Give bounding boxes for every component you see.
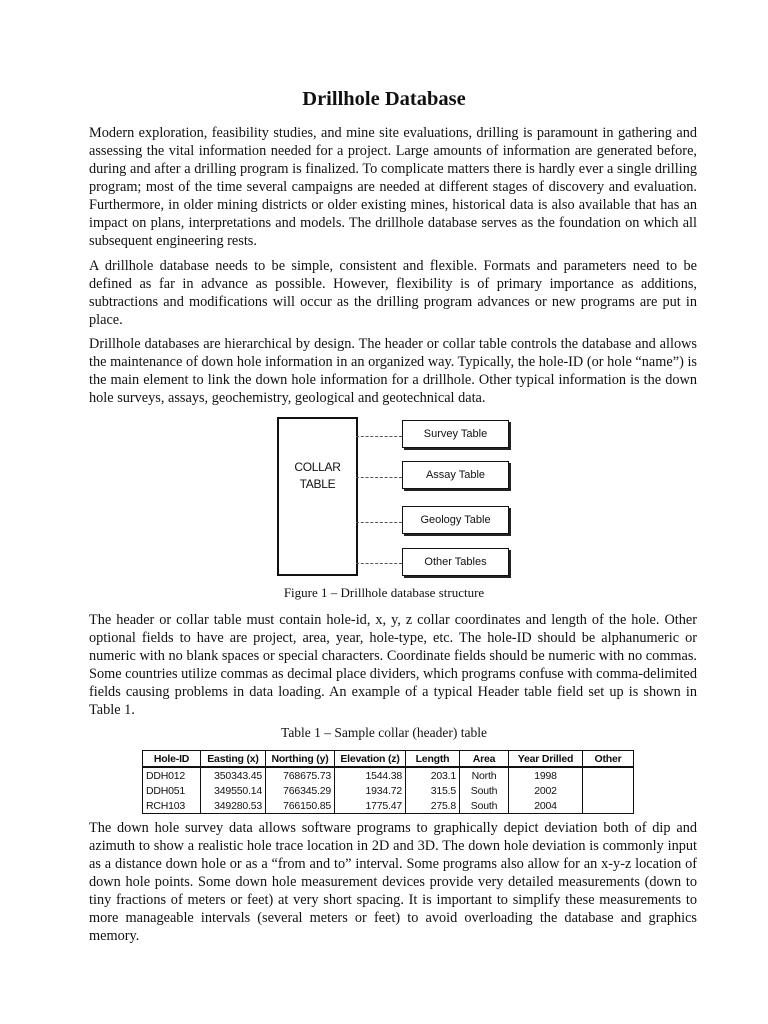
paragraph-survey-data: The down hole survey data allows software programs to graphically depict deviation both of dip and azimuth to show a realistic hole trace location in 2D and 3D. The down hole deviation is commonly input as a distance down hole or as a “from and to” interval. Some programs also allow for an x-y-z location of down hole points. Some down hole measurement devices provide very detailed measurements (down to tiny fractions of meters or feet) at very short spacing. It is important to simplify these measurements to more manageable intervals (several meters or feet) to avoid overloading the database and graphics memory. (89, 820, 697, 944)
assay-table-box: Assay Table (402, 461, 509, 489)
table-row (143, 767, 634, 783)
paragraph-collar-table: The header or collar table must contain hole-id, x, y, z collar coordinates and length of the hole. Other optional fields to have are project, area, year, hole-type, etc. The hole-ID should be alphanumeric or numeric with no blank spaces or special characters. Coordinate fields should be numeric with no commas. Some countries utilize commas as decimal place dividers, which programs confuse with comma-delimited fields causing problems in data loading. An example of a typical Header table field set up is shown in Table 1. (89, 612, 697, 718)
table-caption: Table 1 – Sample collar (header) table (281, 725, 487, 740)
other-tables-box: Other Tables (402, 548, 509, 576)
geology-table-box: Geology Table (402, 506, 509, 534)
cell-year: 1998 (509, 767, 583, 783)
collar-table-label: COLLAR TABLE (294, 460, 341, 491)
cell-elevation: 1934.72 (335, 783, 406, 798)
header-northing: Northing (y) (266, 751, 335, 768)
cell-length: 203.1 (406, 767, 460, 783)
connector-geology (356, 522, 402, 523)
connector-survey (356, 436, 402, 437)
cell-elevation: 1775.47 (335, 798, 406, 814)
header-year: Year Drilled (509, 751, 583, 768)
cell-year: 2004 (509, 798, 583, 814)
cell-other (583, 767, 634, 783)
cell-length: 275.8 (406, 798, 460, 814)
collar-table-box (277, 417, 358, 576)
header-area: Area (460, 751, 509, 768)
header-elevation: Elevation (z) (335, 751, 406, 768)
page-title: Drillhole Database (302, 88, 466, 110)
cell-easting: 349550.14 (201, 783, 266, 798)
paragraph-requirements: A drillhole database needs to be simple, consistent and flexible. Formats and parameters need to be defined as far in advance as possible. However, flexibility is of primary importance as additions, subtractions and modifications will occur as the drilling program advances or new programs are put in place. (89, 258, 697, 328)
paragraph-intro: Modern exploration, feasibility studies, and mine site evaluations, drilling is paramount in gathering and assessing the vital information needed for a project. Large amounts of information are generated before, during and after a drilling program is finalized. To complicate matters there is hardly ever a single drilling program; most of the time several campaigns are needed at different stages of discovery and evaluation. Furthermore, in older mining districts or older existing mines, historical data is also available that has an impact on plans, interpretations and models. The drillhole database serves as the foundation on which all subsequent engineering rests. (89, 125, 697, 249)
survey-table-box: Survey Table (402, 420, 509, 448)
table-row (143, 783, 634, 798)
cell-area: North (460, 767, 509, 783)
figure-caption: Figure 1 – Drillhole database structure (283, 585, 485, 600)
cell-other (583, 783, 634, 798)
cell-year: 2002 (509, 783, 583, 798)
paragraph-hierarchy: Drillhole databases are hierarchical by design. The header or collar table controls the database and allows the maintenance of down hole information in an organized way. Typically, the hole-ID (or hole “name”) is the main element to link the down hole information for a drillhole. Other typical information is the down hole surveys, assays, geochemistry, geological and geotechnical data. (89, 336, 697, 406)
cell-elevation: 1544.38 (335, 767, 406, 783)
header-hole-id: Hole-ID (143, 751, 201, 768)
connector-assay (356, 477, 402, 478)
collar-sample-table (142, 750, 634, 814)
header-other: Other (583, 751, 634, 768)
cell-length: 315.5 (406, 783, 460, 798)
cell-northing: 768675.73 (266, 767, 335, 783)
table-row (143, 798, 634, 814)
cell-hole-id: DDH012 (143, 767, 201, 783)
cell-other (583, 798, 634, 814)
database-structure-diagram (275, 415, 515, 577)
connector-other (356, 563, 402, 564)
cell-easting: 349280.53 (201, 798, 266, 814)
cell-hole-id: DDH051 (143, 783, 201, 798)
cell-northing: 766150.85 (266, 798, 335, 814)
header-length: Length (406, 751, 460, 768)
header-easting: Easting (x) (201, 751, 266, 768)
cell-area: South (460, 783, 509, 798)
cell-northing: 766345.29 (266, 783, 335, 798)
cell-hole-id: RCH103 (143, 798, 201, 814)
cell-area: South (460, 798, 509, 814)
cell-easting: 350343.45 (201, 767, 266, 783)
table-header-row (143, 751, 634, 768)
